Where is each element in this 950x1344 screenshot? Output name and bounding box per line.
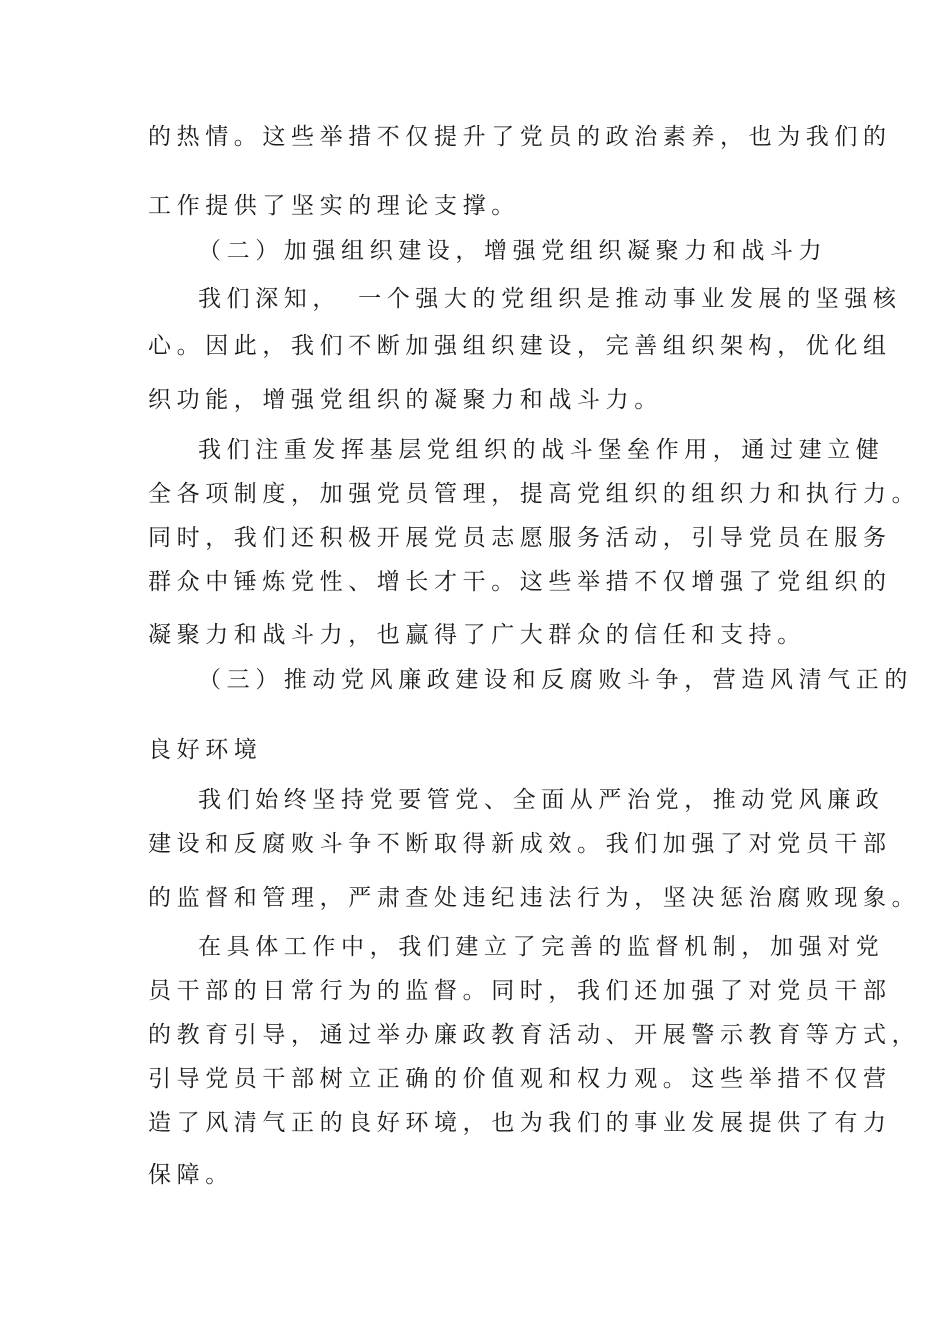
paragraph-line: 的教育引导，通过举办廉政教育活动、开展警示教育等方式， — [148, 1022, 921, 1048]
paragraph-line: 全各项制度，加强党员管理，提高党组织的组织力和执行力。 — [148, 481, 921, 507]
paragraph-line: 的热情。这些举措不仅提升了党员的政治素养，也为我们的 — [148, 124, 892, 150]
paragraph-line: 造了风清气正的良好环境，也为我们的事业发展提供了有力 — [148, 1110, 892, 1136]
paragraph-line: 建设和反腐败斗争不断取得新成效。我们加强了对党员干部 — [148, 831, 892, 857]
section-heading: 良好环境 — [148, 737, 263, 763]
paragraph-line: 保障。 — [148, 1162, 234, 1188]
paragraph-line: 同时，我们还积极开展党员志愿服务活动，引导党员在服务 — [148, 525, 892, 551]
section-heading: （三）推动党风廉政建设和反腐败斗争，营造风清气正的 — [198, 667, 913, 693]
paragraph-line: 员干部的日常行为的监督。同时，我们还加强了对党员干部 — [148, 978, 892, 1004]
paragraph-line: 引导党员干部树立正确的价值观和权力观。这些举措不仅营 — [148, 1066, 892, 1092]
paragraph-line: 心。因此，我们不断加强组织建设，完善组织架构，优化组 — [148, 333, 892, 359]
paragraph-line: 织功能，增强党组织的凝聚力和战斗力。 — [148, 387, 663, 413]
paragraph-line: 我们深知， 一个强大的党组织是推动事业发展的坚强核 — [198, 286, 902, 312]
paragraph-line: 在具体工作中，我们建立了完善的监督机制，加强对党 — [198, 934, 885, 960]
section-heading: （二）加强组织建设，增强党组织凝聚力和战斗力 — [198, 238, 828, 264]
paragraph-line: 群众中锤炼党性、增长才干。这些举措不仅增强了党组织的 — [148, 569, 892, 595]
paragraph-line: 我们始终坚持党要管党、全面从严治党，推动党风廉政 — [198, 787, 885, 813]
paragraph-line: 凝聚力和战斗力，也赢得了广大群众的信任和支持。 — [148, 622, 806, 648]
paragraph-line: 的监督和管理，严肃查处违纪违法行为，坚决惩治腐败现象。 — [148, 885, 921, 911]
paragraph-line: 工作提供了坚实的理论支撑。 — [148, 193, 520, 219]
paragraph-line: 我们注重发挥基层党组织的战斗堡垒作用，通过建立健 — [198, 437, 885, 463]
